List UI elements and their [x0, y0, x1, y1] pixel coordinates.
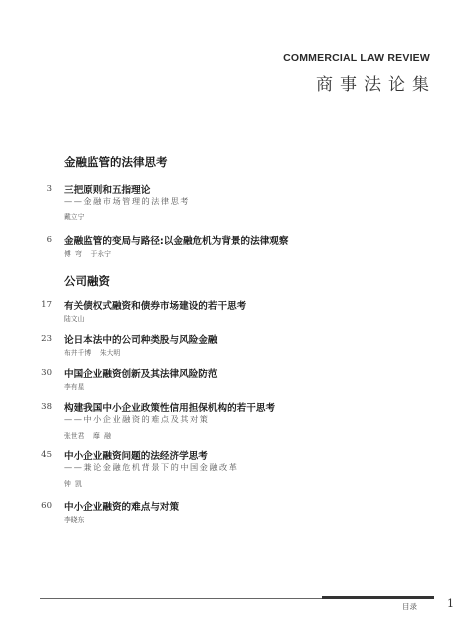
- entry-title[interactable]: 中小企业融资问题的法经济学思考: [64, 451, 208, 462]
- entry-page-number: 30: [41, 368, 52, 378]
- entry-page-number: 23: [41, 334, 52, 344]
- entry-subtitle: ——金融市场管理的法律思考: [64, 196, 190, 206]
- entry-authors: 李有星: [64, 383, 85, 391]
- entry-page-number: 38: [41, 402, 52, 412]
- entry-authors: 张世君 靡 融: [64, 432, 111, 440]
- entry-title[interactable]: 有关债权式融资和债券市场建设的若干思考: [64, 301, 247, 312]
- entry-title[interactable]: 论日本法中的公司种类股与风险金融: [64, 335, 218, 346]
- journal-title-en: COMMERCIAL LAW REVIEW: [283, 52, 430, 64]
- entry-page-number: 3: [46, 184, 52, 194]
- entry-page-number: 60: [41, 501, 52, 511]
- entry-authors: 布井千博 朱大明: [64, 349, 121, 357]
- entry-authors: 陆文山: [64, 315, 85, 323]
- entry-authors: 戴立宁: [64, 213, 85, 221]
- entry-subtitle: ——中小企业融资的难点及其对策: [64, 414, 210, 424]
- entry-subtitle: ——兼论金融危机背景下的中国金融改革: [64, 462, 239, 472]
- entry-title[interactable]: 金融监管的变局与路径:以金融危机为背景的法律观察: [64, 236, 289, 247]
- entry-page-number: 6: [46, 235, 52, 245]
- entry-authors: 钟 凯: [64, 480, 82, 488]
- entry-title[interactable]: 中小企业融资的难点与对策: [64, 502, 180, 513]
- entry-title[interactable]: 中国企业融资创新及其法律风险防范: [64, 369, 218, 380]
- journal-title-zh: 商事法论集: [316, 75, 436, 95]
- section-title: 公司融资: [64, 274, 110, 288]
- entry-page-number: 17: [41, 300, 52, 310]
- entry-title[interactable]: 构建我国中小企业政策性信用担保机构的若干思考: [64, 403, 276, 414]
- entry-page-number: 45: [41, 450, 52, 460]
- footer-page-number: 1: [447, 597, 454, 610]
- footer-label: 目录: [402, 602, 417, 611]
- section-title: 金融监管的法律思考: [64, 155, 168, 169]
- entry-title[interactable]: 三把原则和五指理论: [64, 185, 151, 196]
- entry-authors: 李晓东: [64, 516, 85, 524]
- footer-rule-accent: [322, 596, 434, 599]
- entry-authors: 傅 穹 于永宁: [64, 250, 111, 258]
